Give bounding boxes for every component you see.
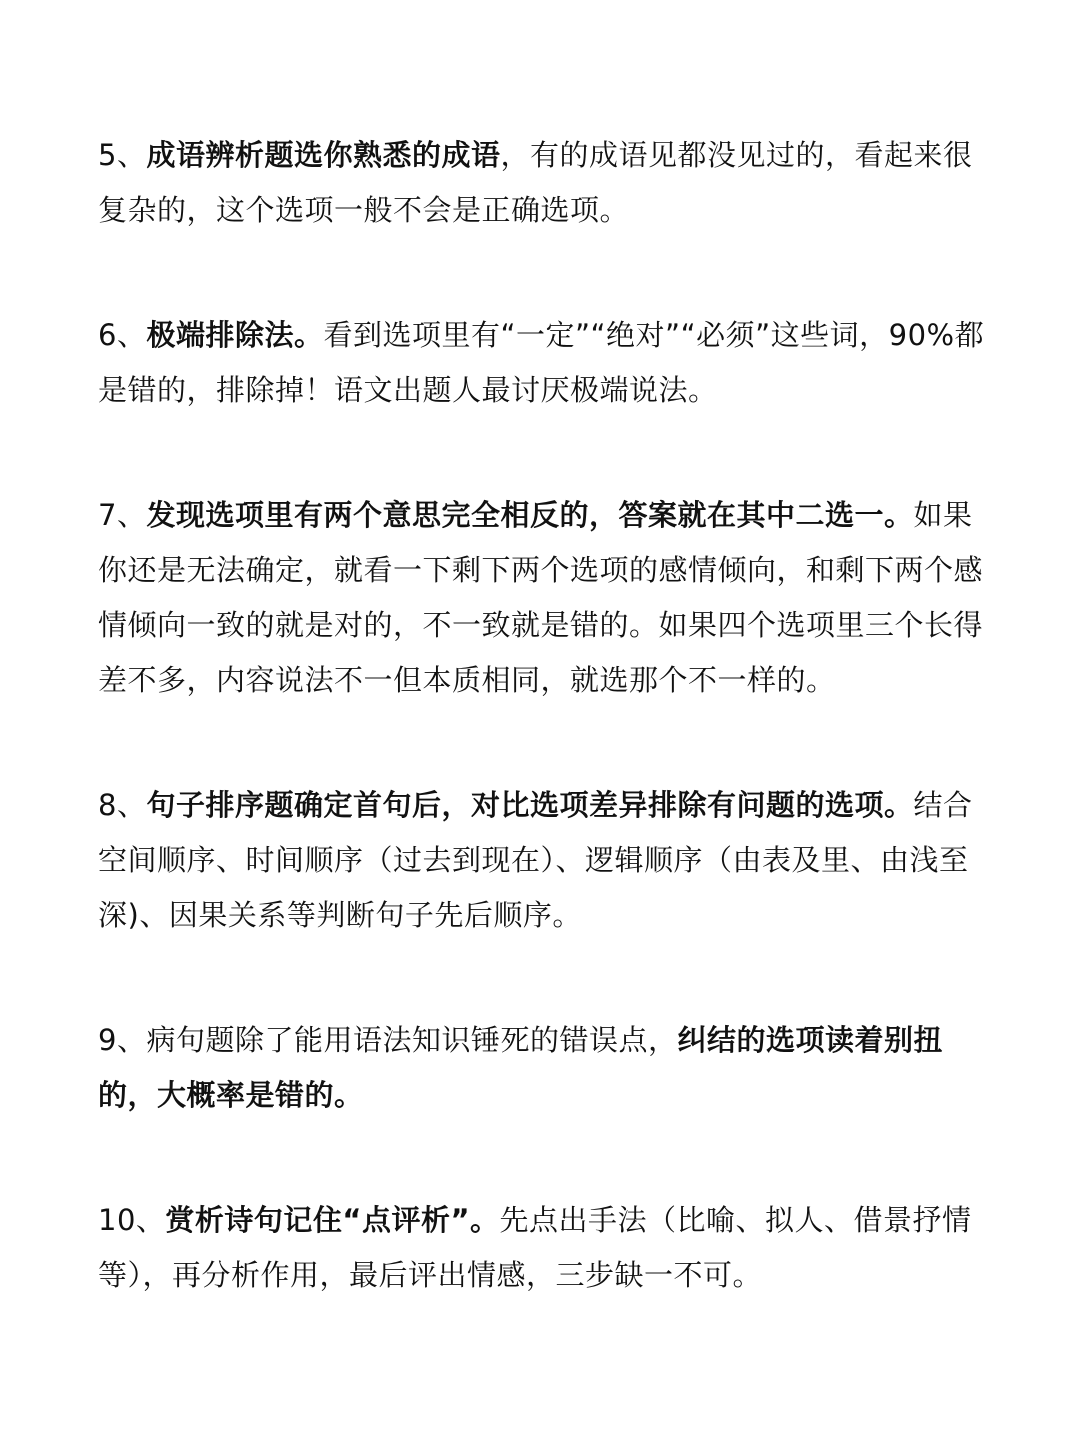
item-bold-text: 极端排除法。: [146, 318, 324, 352]
item-number: 8、: [98, 788, 147, 822]
item-text: 先点出手法（比喻、拟人、借景抒情等），再分析作用，最后评出情感，三步缺一不可。: [98, 1203, 972, 1292]
document-body: [98, 128, 990, 1373]
item-bold-text: 赏析诗句记住“点评析”。: [165, 1203, 500, 1237]
tip-item-7: [98, 488, 990, 708]
item-bold-text: 发现选项里有两个意思完全相反的，答案就在其中二选一。: [146, 498, 914, 532]
tip-item-8: [98, 778, 990, 943]
item-bold-text: 纠结的选项读着别扭的，大概率是错的。: [98, 1023, 943, 1112]
item-text: 看到选项里有“一定”“绝对”“必须”这些词，90%都是错的，排除掉！语文出题人最讨厌极端说法。: [98, 318, 985, 407]
item-bold-text: 句子排序题确定首句后，对比选项差异排除有问题的选项。: [146, 788, 914, 822]
item-number: 5、: [98, 138, 147, 172]
tip-item-6: [98, 308, 990, 418]
tip-item-9: [98, 1013, 990, 1123]
item-bold-text: 成语辨析题选你熟悉的成语: [146, 138, 501, 172]
item-text: 如果你还是无法确定，就看一下剩下两个选项的感情倾向，和剩下两个感情倾向一致的就是对的，不一致就是错的。如果四个选项里三个长得差不多，内容说法不一但本质相同，就选那个不一样的。: [98, 498, 984, 697]
item-number: 6、: [98, 318, 147, 352]
item-text: 结合空间顺序、时间顺序（过去到现在）、逻辑顺序（由表及里、由浅至深)、因果关系等判断句子先后顺序。: [98, 788, 973, 932]
tip-item-5: [98, 128, 990, 238]
tip-item-10: [98, 1193, 990, 1303]
item-text: 病句题除了能用语法知识锤死的错误点，: [146, 1023, 678, 1057]
item-text: ，有的成语见都没见过的，看起来很复杂的，这个选项一般不会是正确选项。: [98, 138, 973, 227]
item-number: 7、: [98, 498, 147, 532]
item-number: 10、: [98, 1203, 166, 1237]
item-number: 9、: [98, 1023, 147, 1057]
